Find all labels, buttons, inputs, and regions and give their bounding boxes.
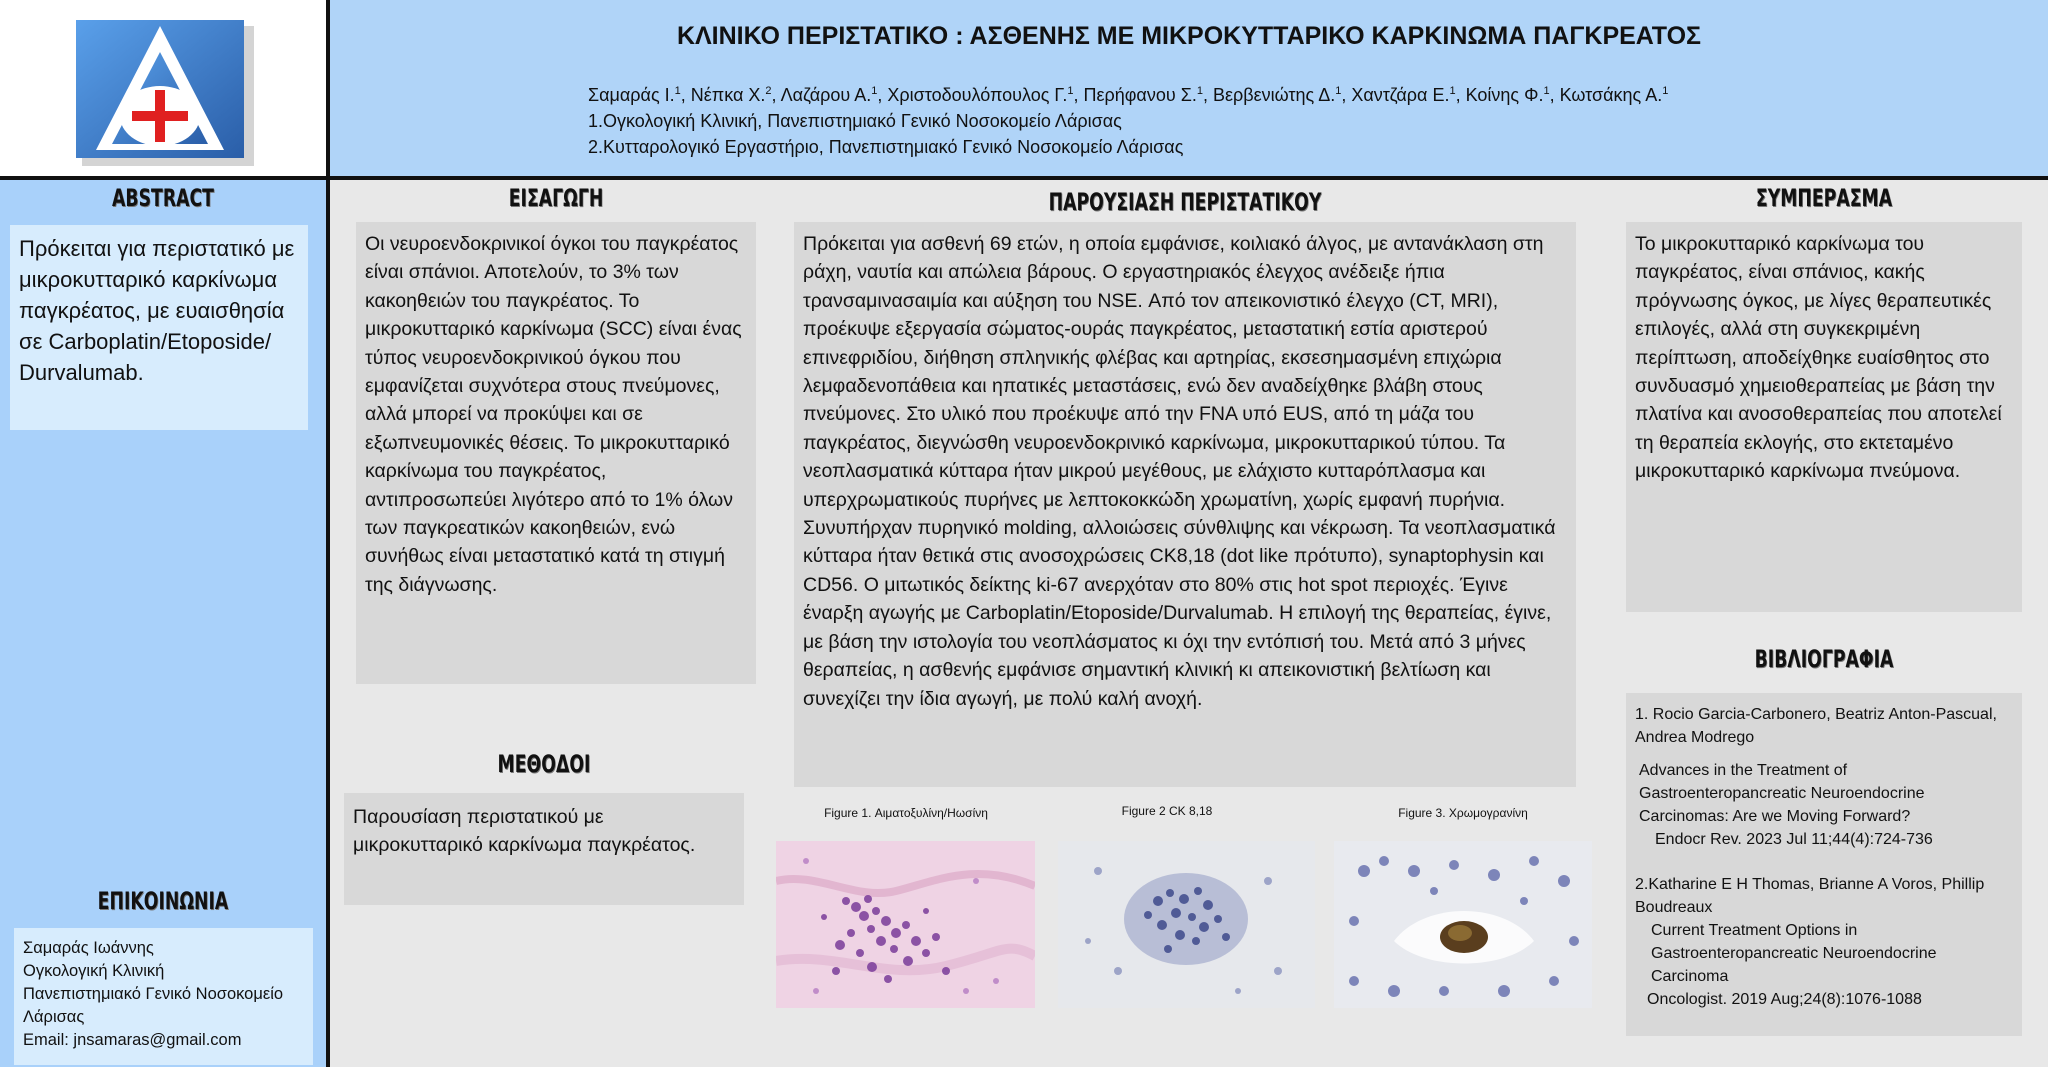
author-affiliation-mark: 1 (1335, 85, 1342, 97)
figure-2-caption: Figure 2 CK 8,18 (1121, 804, 1213, 818)
author-name: Λαζάρου Α. (780, 85, 872, 105)
contact-name: Σαμαράς Ιωάννης (23, 939, 154, 957)
ck-stain-micrograph (1058, 841, 1315, 1008)
author-affiliation-mark: 1 (1662, 85, 1669, 97)
author-name: Βερβενιώτης Δ. (1212, 85, 1336, 105)
ref-2-journal: Oncologist. 2019 Aug;24(8):1076-1088 (1647, 991, 1922, 1008)
contact-hospital: Πανεπιστημιακό Γενικό Νοσοκομείο Λάρισας (23, 985, 284, 1026)
methods-heading: ΜΕΘΟΔΟΙ (497, 750, 591, 778)
author-name: Νέπκα Χ. (690, 85, 766, 105)
author-name: Περήφανου Σ. (1083, 85, 1197, 105)
ref-1-journal: Endocr Rev. 2023 Jul 11;44(4):724-736 (1655, 831, 1933, 848)
author-list: Σαμαράς Ι.$^1$, Νέπκα Χ.$^2$, Λαζάρου Α.$^1$, Χριστοδουλόπουλος Γ.$^1$, Περήφανου Σ.$^1$, Βερβενιώτης Δ.$^1$, Χαντζάρα Ε.$^1$, Κοίνης Φ.$^1$, Κωτσάκης Α.$^1$ (588, 85, 1669, 105)
author-affiliation-mark: 1 (1067, 85, 1074, 97)
conclusion-box: Το μικροκυτταρικό καρκίνωμα του παγκρέατος, είναι σπάνιος, κακής πρόγνωσης όγκος, με λίγες θεραπευτικές επιλογές, αλλά στη συγκεκριμένη περίπτωση, αποδείχθηκε ευαίσθητος στο συνδυασμό χημειοθεραπείας με βάση την πλατίνα και ανοσοθεραπείας που αποτελεί τη θεραπεία εκλογής, στο εκτεταμένο μικροκυτταρικό καρκίνωμα πνεύμονα. (1626, 222, 2022, 612)
case-heading: ΠΑΡΟΥΣΙΑΣΗ ΠΕΡΙΣΤΑΤΙΚΟΥ (1048, 188, 1322, 216)
author-affiliation-mark: 1 (1543, 85, 1550, 97)
figure-3-image (1334, 841, 1592, 1008)
horizontal-divider (0, 176, 2048, 180)
author-affiliation-mark: 2 (765, 85, 772, 97)
authors-block (588, 78, 1668, 160)
bibliography-box (1626, 693, 2022, 1036)
ref-2-title: Current Treatment Options in Gastroenteropancreatic Neuroendocrine Carcinoma (1651, 922, 1937, 985)
logo-panel (0, 0, 326, 176)
affiliation-1: 1.Ογκολογική Κλινική, Πανεπιστημιακό Γενικό Νοσοκομείο Λάρισας (588, 111, 1122, 131)
author-name: Σαμαράς Ι. (588, 85, 675, 105)
chromogranin-stain-micrograph (1334, 841, 1592, 1008)
author-name: Κοίνης Φ. (1465, 85, 1544, 105)
author-name: Χαντζάρα Ε. (1351, 85, 1450, 105)
affiliation-2: 2.Κυτταρολογικό Εργαστήριο, Πανεπιστημιακό Γενικό Νοσοκομείο Λάρισας (588, 137, 1184, 157)
he-stain-micrograph (776, 841, 1035, 1008)
intro-heading: ΕΙΣΑΓΩΓΗ (508, 184, 604, 212)
author-name: Χριστοδουλόπουλος Γ. (887, 85, 1068, 105)
poster-title: ΚΛΙΝΙΚΟ ΠΕΡΙΣΤΑΤΙΚΟ : ΑΣΘΕΝΗΣ ΜΕ ΜΙΚΡΟΚΥΤΤΑΡΙΚΟ ΚΑΡΚΙΝΩΜΑ ΠΑΓΚΡΕΑΤΟΣ (676, 22, 1702, 50)
methods-box: Παρουσίαση περιστατικού με μικροκυτταρικό καρκίνωμα παγκρέατος. (344, 793, 744, 905)
bibliography-heading: ΒΙΒΛΙΟΓΡΑΦΙΑ (1754, 645, 1894, 673)
hospital-logo-icon (0, 0, 326, 176)
abstract-heading: ABSTRACT (112, 184, 214, 212)
contact-box (14, 928, 313, 1065)
figure-1-image (776, 841, 1035, 1008)
author-affiliation-mark: 1 (1449, 85, 1456, 97)
intro-box: Οι νευροενδοκρινικοί όγκοι του παγκρέατος είναι σπάνιοι. Αποτελούν, το 3% των κακοηθειών του παγκρέατος. Το μικροκυτταρικό καρκίνωμα (SCC) είναι ένας τύπος νευροενδοκρινικού όγκου που εμφανίζεται συχνότερα στους πνεύμονες, αλλά μπορεί να προκύψει και σε εξωπνευμονικές θέσεις. Το μικροκυτταρικό καρκίνωμα του παγκρέατος, αντιπροσωπεύει λιγότερο από το 1% όλων των παγκρεατικών κακοηθειών, ενώ συνήθως είναι μεταστατικό κατά τη στιγμή της διάγνωσης. (356, 222, 756, 684)
contact-department: Ογκολογική Κλινική (23, 962, 165, 980)
ref-1-title: Advances in the Treatment of Gastroenteropancreatic Neuroendocrine Carcinomas: Are we Moving Forward? (1639, 762, 1925, 825)
figure-3-caption: Figure 3. Χρωμογρανίνη (1398, 806, 1528, 820)
contact-heading: ΕΠΙΚΟΙΝΩΝΙΑ (97, 887, 229, 915)
ref-2-authors: 2.Katharine E H Thomas, Brianne A Voros, Phillip Boudreaux (1635, 876, 1985, 916)
conclusion-heading: ΣΥΜΠΕΡΑΣΜΑ (1755, 184, 1893, 212)
author-affiliation-mark: 1 (674, 85, 681, 97)
figure-2-image (1058, 841, 1315, 1008)
figure-1-caption: Figure 1. Αιματοξυλίνη/Ηωσίνη (824, 806, 988, 820)
vertical-divider (326, 0, 330, 1067)
contact-email: Email: jnsamaras@gmail.com (23, 1031, 242, 1049)
abstract-box: Πρόκειται για περιστατικό με μικροκυτταρικό καρκίνωμα παγκρέατος, με ευαισθησία σε Carboplatin/Etoposide/ Durvalumab. (10, 225, 308, 430)
author-affiliation-mark: 1 (871, 85, 878, 97)
case-box: Πρόκειται για ασθενή 69 ετών, η οποία εμφάνισε, κοιλιακό άλγος, με αντανάκλαση στη ράχη, ναυτία και απώλεια βάρους. Ο εργαστηριακός έλεγχος ανέδειξε ήπια τρανσαμινασαιμία και αύξηση του NSE. Από τον απεικονιστικό έλεγχο (CT, MRI), προέκυψε εξεργασία σώματος-ουράς παγκρέατος, μεταστατική εστία αριστερού επινεφριδίου, διήθηση σπληνικής φλέβας και αρτηρίας, εκσεσημασμένη επιχώρια λεμφαδενοπάθεια και ηπατικές μεταστάσεις, ενώ δεν αναδείχθηκε βλάβη στους πνεύμονες. Στο υλικό που προέκυψε από την FNA υπό EUS, από τη μάζα του παγκρέατος, διεγνώσθη νευροενδοκρινικό καρκίνωμα, μικροκυτταρικού τύπου. Τα νεοπλασματικά κύτταρα ήταν μικρού μεγέθους, με ελάχιστο κυτταρόπλασμα και υπερχρωματικούς πυρήνες με λεπτοκοκκώδη χρωματίνη, χωρίς εμφανή πυρήνια. Συνυπήρχαν πυρηνικό molding, αλλοιώσεις σύνθλιψης και νέκρωση. Τα νεοπλασματικά κύτταρα ήταν θετικά στις ανοσοχρώσεις CK8,18 (dot like πρότυπο), synaptophysin και CD56. Ο μιτωτικός δείκτης ki-67 ανερχόταν στο 80% στις hot spot περιοχές. Έγινε έναρξη αγωγής με Carboplatin/Etoposide/Durvalumab. Η επιλογή της θεραπείας, έγινε, με βάση την ιστολογία του νεοπλάσματος κι όχι την εντόπισή του. Μετά από 3 μήνες θεραπείας, η ασθενής εμφάνισε σημαντική κλινική κι απεικονιστική βελτίωση και συνεχίζει την ίδια αγωγή, με πολύ καλή ανοχή. (794, 222, 1576, 787)
author-affiliation-mark: 1 (1196, 85, 1203, 97)
ref-1-authors: 1. Rocio Garcia-Carbonero, Beatriz Anton-Pascual, Andrea Modrego (1635, 706, 1997, 746)
author-name: Κωτσάκης Α. (1559, 85, 1663, 105)
